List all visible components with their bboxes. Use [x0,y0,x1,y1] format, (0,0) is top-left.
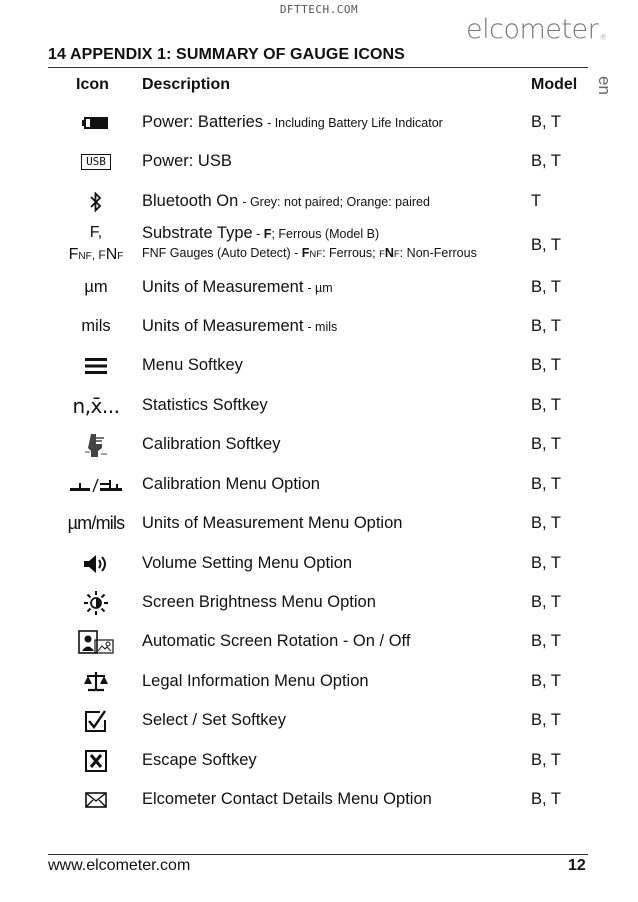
row-title: Units of Measurement Menu Option [142,514,403,532]
row-model: B, T [531,278,561,296]
row-title: Menu Softkey [142,356,243,374]
row-title: Screen Brightness Menu Option [142,593,376,611]
row-description: Substrate Type - F; Ferrous (Model B) [142,224,380,242]
table-row [0,425,638,464]
row-model: B, T [531,672,561,690]
header-divider [48,67,588,68]
row-detail: - Grey: not paired; Orange: paired [242,194,430,209]
brightness-icon [48,583,144,622]
row-title: Units of Measurement [142,317,304,335]
row-title: Legal Information Menu Option [142,672,369,690]
table-row [0,741,638,780]
table-row [0,346,638,385]
row-model: B, T [531,711,561,729]
table-row [0,583,638,622]
row-model: B, T [531,514,561,532]
page-number: 12 [568,857,586,874]
statistics-icon: n,x̄... [72,393,120,418]
volume-icon [48,544,144,583]
battery-icon [48,103,144,142]
row-model: B, T [531,790,561,808]
language-tab [594,70,616,106]
row-model: B, T [531,751,561,769]
row-description [142,583,376,622]
row-title: Bluetooth On [142,192,239,210]
page-title: 14 APPENDIX 1: SUMMARY OF GAUGE ICONS [48,46,405,63]
table-row [0,465,638,504]
row-model: B, T [531,554,561,572]
row-title: Statistics Softkey [142,396,268,414]
row-detail: - µm [307,280,333,295]
row-model: B, T [531,356,561,374]
table-row [0,544,638,583]
row-description [142,465,320,504]
row-description [142,662,369,701]
row-description [142,386,268,425]
column-header-description: Description [142,76,231,93]
language-tab-label: en [595,76,614,95]
row-detail: - Including Battery Life Indicator [267,115,443,130]
row-description [142,701,286,740]
row-description [142,425,281,464]
row-title: Units of Measurement [142,278,304,296]
envelope-icon [48,780,144,819]
row-description [142,544,352,583]
mils-icon: mils [81,317,111,335]
substrate-icon-line1: F, [89,224,103,241]
row-title: Automatic Screen Rotation - On / Off [142,632,411,650]
calibration-icon [48,425,144,464]
substrate-icon-line2: FNF, FNF [68,246,124,263]
row-description [142,346,243,385]
row-model: B, T [531,632,561,650]
logo-text: elcometer [466,14,599,45]
table-row [0,142,638,181]
column-header-model: Model [531,76,578,93]
rotation-icon [48,622,144,661]
column-header-icon: Icon [76,76,109,93]
row-title: Substrate Type [142,224,253,242]
table-row [0,504,638,543]
bluetooth-icon [48,182,144,221]
table-row [0,307,638,346]
substrate-icon [48,222,144,268]
row-model: B, T [531,317,561,335]
row-title: Select / Set Softkey [142,711,286,729]
row-title: Calibration Softkey [142,435,281,453]
watermark-text: DFTTECH.COM [279,3,359,16]
table-row [0,182,638,221]
row-description [142,182,430,221]
row-model: B, T [531,235,561,254]
row-title: Volume Setting Menu Option [142,554,353,572]
row-detail: - mils [307,319,338,334]
row-model: B, T [531,152,561,170]
table-row [0,701,638,740]
footer-website: www.elcometer.com [48,857,191,874]
row-title: Escape Softkey [142,751,257,769]
row-model: B, T [531,475,561,493]
row-title: Power: USB [142,152,232,170]
units-menu-icon: µm/mils [67,513,125,533]
row-model: B, T [531,593,561,611]
table-row [0,780,638,819]
micron-icon: µm [84,278,108,296]
row-model: B, T [531,435,561,453]
row-title: Calibration Menu Option [142,475,320,493]
table-row [0,222,638,268]
legal-scales-icon [48,662,144,701]
row-detail: FNF Gauges (Auto Detect) - FNF: Ferrous; FNF: Non-Ferrous [142,246,477,260]
table-row [0,268,638,307]
escape-x-icon [48,741,144,780]
row-description [142,622,410,661]
row-description [142,307,337,346]
usb-icon-label: USB [81,154,111,170]
row-title: Elcometer Contact Details Menu Option [142,790,432,808]
logo-registered-mark: ® [599,33,607,42]
row-model: B, T [531,396,561,414]
row-model: T [531,192,542,210]
select-check-icon [48,701,144,740]
calibration-menu-icon [48,465,144,504]
usb-icon [48,142,144,181]
row-description [142,142,232,181]
table-row [0,622,638,661]
row-description [142,504,402,543]
footer-divider [48,854,588,855]
row-model: B, T [531,113,561,131]
row-description [142,268,333,307]
row-description [142,780,432,819]
row-description [142,103,443,142]
row-description [142,741,257,780]
elcometer-logo [466,14,607,45]
table-row [0,386,638,425]
menu-icon [48,346,144,385]
row-title: Power: Batteries [142,113,264,131]
table-row [0,103,638,142]
table-row [0,662,638,701]
